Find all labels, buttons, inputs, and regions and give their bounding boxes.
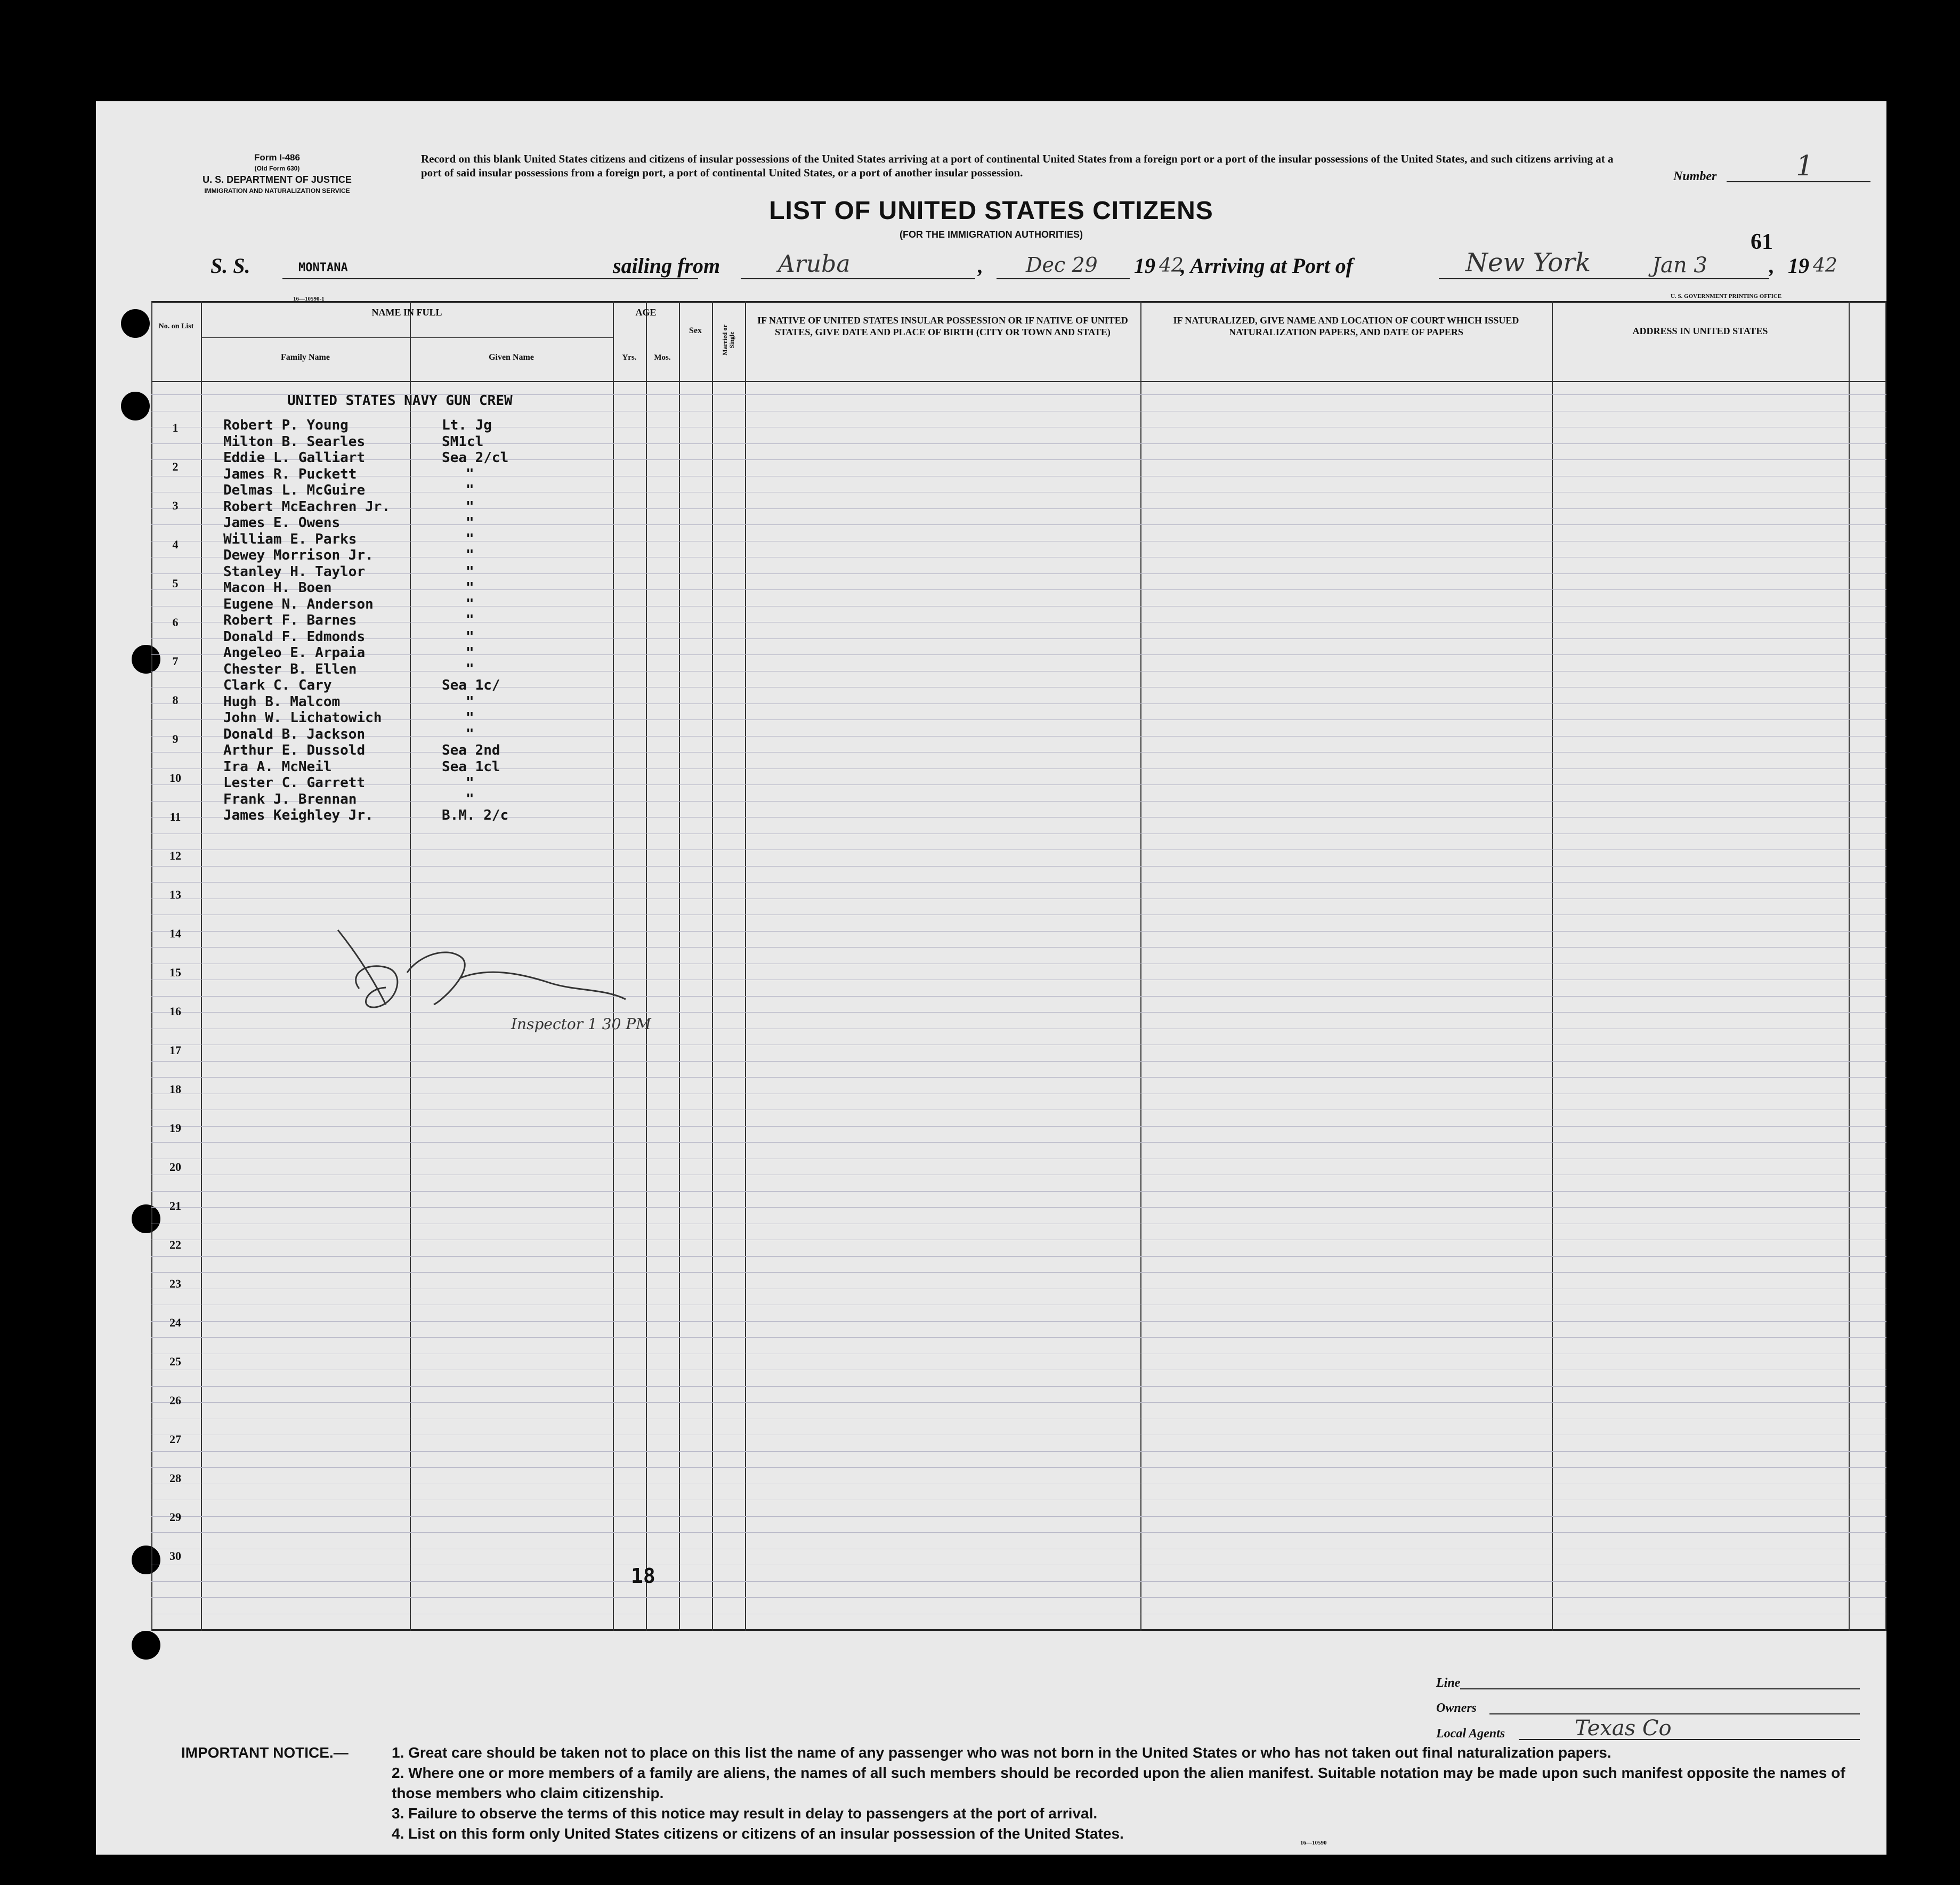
notice-2: 2. Where one or more members of a family are aliens, the names of all such members should be recorded upon the alien manifest. Suitable notation may be made upon such manifest opposite the names of those members who claim citizenship. <box>392 1765 1845 1801</box>
row-number: 5 <box>172 577 179 590</box>
entry-name: Robert McEachren Jr. <box>223 498 391 515</box>
ruled-line <box>151 1597 1886 1598</box>
ship-underline <box>282 278 698 279</box>
header-native: IF NATIVE OF UNITED STATES INSULAR POSSESSION OR IF NATIVE OF UNITED STATES, GIVE DATE AND PLACE OF BIRTH (CITY OR TOWN AND STATE) <box>757 315 1128 337</box>
entry-rating: " <box>466 498 474 515</box>
entry-name: Eddie L. Galliart <box>223 450 366 466</box>
ruled-line <box>151 443 1886 444</box>
row-number: 30 <box>169 1549 181 1563</box>
entry-rating: " <box>466 531 474 547</box>
entry-rating: B.M. 2/c <box>442 807 509 823</box>
number-value: 1 <box>1796 150 1814 182</box>
ruled-line <box>151 1207 1886 1208</box>
ruled-line <box>151 1402 1886 1403</box>
owners-label: Owners <box>1436 1701 1477 1715</box>
comma-2: , <box>1769 254 1775 278</box>
ruled-line <box>151 1256 1886 1257</box>
manifest-number: 61 <box>1751 230 1773 254</box>
row-number: 20 <box>169 1160 181 1174</box>
ruled-line <box>151 1581 1886 1582</box>
entry-rating: " <box>466 580 474 596</box>
ruled-line <box>151 866 1886 867</box>
ruled-line <box>151 1061 1886 1062</box>
service-name: IMMIGRATION AND NATURALIZATION SERVICE <box>204 187 350 195</box>
row-number: 8 <box>172 693 179 707</box>
table-top-rule <box>151 301 1886 303</box>
entry-rating: Sea 2/cl <box>442 450 509 466</box>
ruled-line <box>151 1467 1886 1468</box>
entry-rating: " <box>466 612 474 628</box>
entry-rating: Sea 1c/ <box>442 677 500 693</box>
footer-print-code: 16—10590 <box>1300 1840 1327 1846</box>
punch-hole <box>132 1631 160 1660</box>
entry-name: Chester B. Ellen <box>223 661 357 677</box>
entry-rating: " <box>466 515 474 531</box>
ruled-line <box>151 784 1886 785</box>
row-number: 11 <box>169 810 181 823</box>
row-number: 18 <box>169 1082 181 1096</box>
manifest-sheet <box>96 101 1886 1855</box>
ruled-line <box>151 1321 1886 1322</box>
citizens-table <box>151 301 1886 1631</box>
entry-rating: " <box>466 775 474 791</box>
header-sex: Sex <box>689 326 702 335</box>
year-prefix-1: 19 <box>1134 254 1155 278</box>
number-label: Number <box>1673 169 1717 183</box>
ruled-line <box>151 654 1886 655</box>
ruled-line <box>151 736 1886 737</box>
local-agents-value: Texas Co <box>1575 1716 1672 1741</box>
entry-rating: " <box>466 645 474 661</box>
row-number: 24 <box>169 1316 181 1329</box>
form-number: Form I-486 <box>254 152 300 163</box>
row-number: 10 <box>169 771 181 784</box>
row-number: 21 <box>169 1199 181 1212</box>
entry-name: Donald F. Edmonds <box>223 628 366 645</box>
entry-name: James R. Puckett <box>223 466 357 482</box>
entry-name: Robert P. Young <box>223 417 349 433</box>
row-number: 13 <box>169 888 181 901</box>
header-mos: Mos. <box>654 353 671 362</box>
entry-name: Donald B. Jackson <box>223 726 366 742</box>
ruled-line <box>151 524 1886 525</box>
ruled-line <box>151 508 1886 509</box>
entry-rating: " <box>466 726 474 742</box>
arriving-label: , Arriving at Port of <box>1180 254 1354 278</box>
row-number: 6 <box>172 616 179 629</box>
arrival-port: New York <box>1465 248 1591 278</box>
header-no: No. on List <box>158 322 194 330</box>
vline-4 <box>646 301 647 1631</box>
entry-name: Hugh B. Malcom <box>223 693 341 710</box>
entry-rating: " <box>466 791 474 807</box>
ruled-line <box>151 638 1886 639</box>
row-number: 19 <box>169 1121 181 1135</box>
departure-year: 42 <box>1159 255 1184 277</box>
arrival-underline <box>1439 278 1769 279</box>
entry-name: Frank J. Brennan <box>223 791 357 807</box>
ruled-line <box>151 1451 1886 1452</box>
row-number: 22 <box>169 1238 181 1251</box>
vline-9 <box>1552 301 1553 1631</box>
page-title: LIST OF UNITED STATES CITIZENS <box>769 197 1213 225</box>
row-number: 2 <box>172 460 179 473</box>
ruled-line <box>151 768 1886 769</box>
entry-rating: " <box>466 693 474 710</box>
ruled-line <box>151 589 1886 590</box>
line-label: Line <box>1436 1676 1461 1690</box>
ship-name: MONTANA <box>298 261 348 274</box>
line-underline <box>1460 1688 1860 1689</box>
departure-underline <box>741 278 975 279</box>
arrival-year: 42 <box>1813 255 1837 277</box>
agents-underline <box>1519 1739 1860 1740</box>
owners-underline <box>1489 1713 1860 1714</box>
header-yrs: Yrs. <box>622 353 637 362</box>
entry-name: Delmas L. McGuire <box>223 482 366 498</box>
entry-name: Dewey Morrison Jr. <box>223 547 374 563</box>
row-number: 27 <box>169 1433 181 1446</box>
entry-rating: Sea 2nd <box>442 742 500 758</box>
entry-rating: " <box>466 661 474 677</box>
header-name-in-full: NAME IN FULL <box>371 307 442 318</box>
ruled-line <box>151 459 1886 460</box>
entry-rating: " <box>466 596 474 612</box>
punch-hole <box>121 309 150 338</box>
ruled-line <box>151 882 1886 883</box>
notice-1: 1. Great care should be taken not to place on this list the name of any passenger who was not born in the United States or who has not taken out final naturalization papers. <box>392 1744 1611 1761</box>
ruled-line <box>151 573 1886 574</box>
row-number: 29 <box>169 1510 181 1524</box>
entry-name: Lester C. Garrett <box>223 775 366 791</box>
entry-name: William E. Parks <box>223 531 357 547</box>
year-prefix-2: 19 <box>1788 254 1809 278</box>
entry-rating: SM1cl <box>442 433 484 450</box>
subheader-rule <box>201 337 613 338</box>
row-number: 14 <box>169 927 181 940</box>
arrival-date: Jan 3 <box>1652 253 1707 278</box>
entry-rating: " <box>466 547 474 563</box>
entry-rating: " <box>466 563 474 580</box>
row-number: 28 <box>169 1471 181 1485</box>
page-subtitle: (FOR THE IMMIGRATION AUTHORITIES) <box>900 229 1083 240</box>
ruled-line <box>151 1516 1886 1517</box>
row-number: 9 <box>172 732 179 746</box>
ruled-line <box>151 671 1886 672</box>
vline-7 <box>745 301 746 1631</box>
department-name: U. S. DEPARTMENT OF JUSTICE <box>203 174 352 185</box>
print-code-left: 16—10590-1 <box>293 296 325 302</box>
entry-name: Stanley H. Taylor <box>223 563 366 580</box>
entry-rating: Lt. Jg <box>442 417 492 433</box>
header-age: AGE <box>635 307 657 318</box>
ruled-line <box>151 1532 1886 1533</box>
entry-name: Macon H. Boen <box>223 580 332 596</box>
form-identifier <box>197 152 357 197</box>
entry-name: Angeleo E. Arpaia <box>223 645 366 661</box>
ruled-line <box>151 1191 1886 1192</box>
row-number: 17 <box>169 1043 181 1057</box>
entry-name: Ira A. McNeil <box>223 758 332 775</box>
header-bottom-rule <box>151 381 1886 382</box>
entry-name: Arthur E. Dussold <box>223 742 366 758</box>
vline-11 <box>1885 301 1886 1631</box>
entry-name: Eugene N. Anderson <box>223 596 374 612</box>
entry-name: Milton B. Searles <box>223 433 366 450</box>
date-underline <box>997 278 1130 279</box>
vline-8 <box>1140 301 1141 1631</box>
entry-name: John W. Lichatowich <box>223 710 382 726</box>
entry-rating: " <box>466 466 474 482</box>
entry-name: James E. Owens <box>223 515 341 531</box>
ruled-line <box>151 801 1886 802</box>
ruled-line <box>151 1337 1886 1338</box>
vline-0 <box>151 301 152 1631</box>
entry-rating: " <box>466 710 474 726</box>
header-married: Married or Single <box>721 325 735 355</box>
ruled-line <box>151 1386 1886 1387</box>
header-address: ADDRESS IN UNITED STATES <box>1632 326 1768 336</box>
header-family-name: Family Name <box>281 353 330 362</box>
entry-rating: " <box>466 628 474 645</box>
inspector-note: Inspector 1 30 PM <box>511 1015 651 1033</box>
table-bottom-rule <box>151 1629 1886 1631</box>
departure-date: Dec 29 <box>1026 253 1098 277</box>
ruled-line <box>151 1126 1886 1127</box>
row-number: 1 <box>172 421 179 434</box>
vline-5 <box>679 301 680 1631</box>
local-agents-label: Local Agents <box>1436 1727 1505 1741</box>
ruled-line <box>151 752 1886 753</box>
ruled-line <box>151 703 1886 704</box>
ruled-line <box>151 817 1886 818</box>
row-number: 26 <box>169 1394 181 1407</box>
total-count: 18 <box>631 1564 655 1588</box>
row-number: 15 <box>169 966 181 979</box>
vline-10 <box>1849 301 1850 1631</box>
sailing-label: sailing from <box>613 254 720 278</box>
row-number: 16 <box>169 1005 181 1018</box>
notice-3: 3. Failure to observe the terms of this notice may result in delay to passengers at the port of arrival. <box>392 1805 1098 1822</box>
entry-rating: Sea 1cl <box>442 758 500 775</box>
row-number: 3 <box>172 499 179 512</box>
notice-4: 4. List on this form only United States citizens or citizens of an insular possession of the United States. <box>392 1825 1124 1842</box>
header-given-name: Given Name <box>489 353 534 362</box>
print-code-right: U. S. GOVERNMENT PRINTING OFFICE <box>1671 293 1782 300</box>
comma: , <box>978 254 983 278</box>
entry-name: Clark C. Cary <box>223 677 332 693</box>
entry-name: James Keighley Jr. <box>223 807 374 823</box>
notice-title: IMPORTANT NOTICE.— <box>181 1744 349 1761</box>
form-instructions: Record on this blank United States citizens and citizens of insular possessions of the United States arriving at a port of continental United States from a foreign port or a port of the insular possessions of the United States, and such citizens arriving at a port of said insular possessions from a foreign port, a port of continental United States, or a port of another insular possession. <box>421 152 1614 179</box>
section-title: UNITED STATES NAVY GUN CREW <box>287 393 513 409</box>
row-number: 7 <box>172 654 179 668</box>
entry-rating: " <box>466 482 474 498</box>
old-form-number: (Old Form 630) <box>254 165 300 172</box>
header-naturalized: IF NATURALIZED, GIVE NAME AND LOCATION OF COURT WHICH ISSUED NATURALIZATION PAPERS, AND DATE OF PAPERS <box>1173 315 1519 337</box>
ss-label: S. S. <box>210 254 250 278</box>
vline-1 <box>201 301 202 1631</box>
vline-6 <box>712 301 713 1631</box>
row-number: 12 <box>169 849 181 862</box>
row-number: 4 <box>172 538 179 551</box>
ruled-line <box>151 1142 1886 1143</box>
row-number: 25 <box>169 1355 181 1368</box>
ruled-line <box>151 1272 1886 1273</box>
ruled-line <box>151 719 1886 720</box>
entry-name: Robert F. Barnes <box>223 612 357 628</box>
departure-port: Aruba <box>778 250 851 278</box>
punch-hole <box>121 392 150 420</box>
row-number: 23 <box>169 1277 181 1290</box>
ruled-line <box>151 1077 1886 1078</box>
